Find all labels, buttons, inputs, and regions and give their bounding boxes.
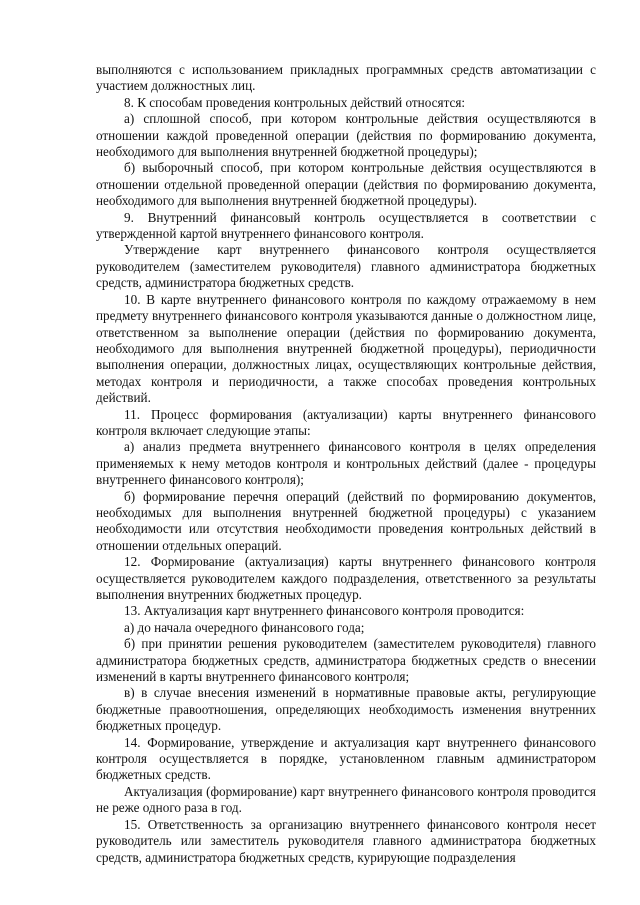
paragraph-10: 10. В карте внутреннего финансового контроля по каждому отражаемому в нем предмету внутреннего финансового контроля указываются данные о должностном лице, ответственном за выполнение операции (действия по формированию документа, необходимого для выполнения внутренней бюджетной процедуры), периодичности выполнения операции, должностных лицах, осуществляющих контрольные действия, методах контроля и периодичности, а также способах проведения контрольных действий. [96, 291, 596, 406]
paragraph-11: 11. Процесс формирования (актуализации) карты внутреннего финансового контроля включает следующие этапы: [96, 406, 596, 438]
paragraph-8b: б) выборочный способ, при котором контрольные действия осуществляются в отношении отдельной проведенной операции (действия по формированию документа, необходимого для выполнения внутренней бюджетной процедуры). [96, 160, 596, 209]
paragraph-14: 14. Формирование, утверждение и актуализация карт внутреннего финансового контроля осуществляется в порядке, установленном главным администратором бюджетных средств. [96, 734, 596, 783]
paragraph-11a: а) анализ предмета внутреннего финансового контроля в целях определения применяемых к нему методов контроля и контрольных действий (далее - процедуры внутреннего финансового контроля); [96, 439, 596, 488]
paragraph-13: 13. Актуализация карт внутреннего финансового контроля проводится: [124, 603, 525, 619]
paragraph-14-frequency: Актуализация (формирование) карт внутреннего финансового контроля проводится не реже одного раза в год. [96, 783, 596, 816]
paragraph-continuation: выполняются с использованием прикладных программных средств автоматизации с участием должностных лиц. [96, 62, 596, 94]
paragraph-9-approval: Утверждение карт внутреннего финансового контроля осуществляется руководителем (заместителем руководителя) главного администратора бюджетных средств, администратора бюджетных средств. [96, 242, 596, 291]
paragraph-8: 8. К способам проведения контрольных действий относятся: [124, 94, 466, 110]
paragraph-12: 12. Формирование (актуализация) карты внутреннего финансового контроля осуществляется руководителем каждого подразделения, ответственного за результаты выполнения внутренних бюджетных процедур. [96, 554, 596, 602]
paragraph-8a: а) сплошной способ, при котором контрольные действия осуществляются в отношении каждой проведенной операции (действия по формированию документа, необходимого для выполнения внутренней бюджетной процедуры); [96, 111, 596, 160]
paragraph-15: 15. Ответственность за организацию внутреннего финансового контроля несет руководитель или заместитель руководителя главного администратора бюджетных средств, администратора бюджетных средств, курирующие подразделения [96, 816, 596, 865]
paragraph-11b: б) формирование перечня операций (действий по формированию документов, необходимых для выполнения внутренней бюджетной процедуры) с указанием необходимости или отсутствия необходимости проведения контрольных действий в отношении отдельных операций. [96, 488, 596, 553]
paragraph-9: 9. Внутренний финансовый контроль осуществляется в соответствии с утвержденной картой внутреннего финансового контроля. [96, 209, 596, 242]
paragraph-13a: а) до начала очередного финансового года; [124, 619, 365, 635]
paragraph-13c: в) в случае внесения изменений в нормативные правовые акты, регулирующие бюджетные правоотношения, определяющих необходимость изменения внутренних бюджетных процедур. [96, 685, 596, 734]
paragraph-13b: б) при принятии решения руководителем (заместителем руководителя) главного администратора бюджетных средств, администратора бюджетных средств о внесении изменений в карты внутреннего финансового контроля; [96, 636, 596, 685]
